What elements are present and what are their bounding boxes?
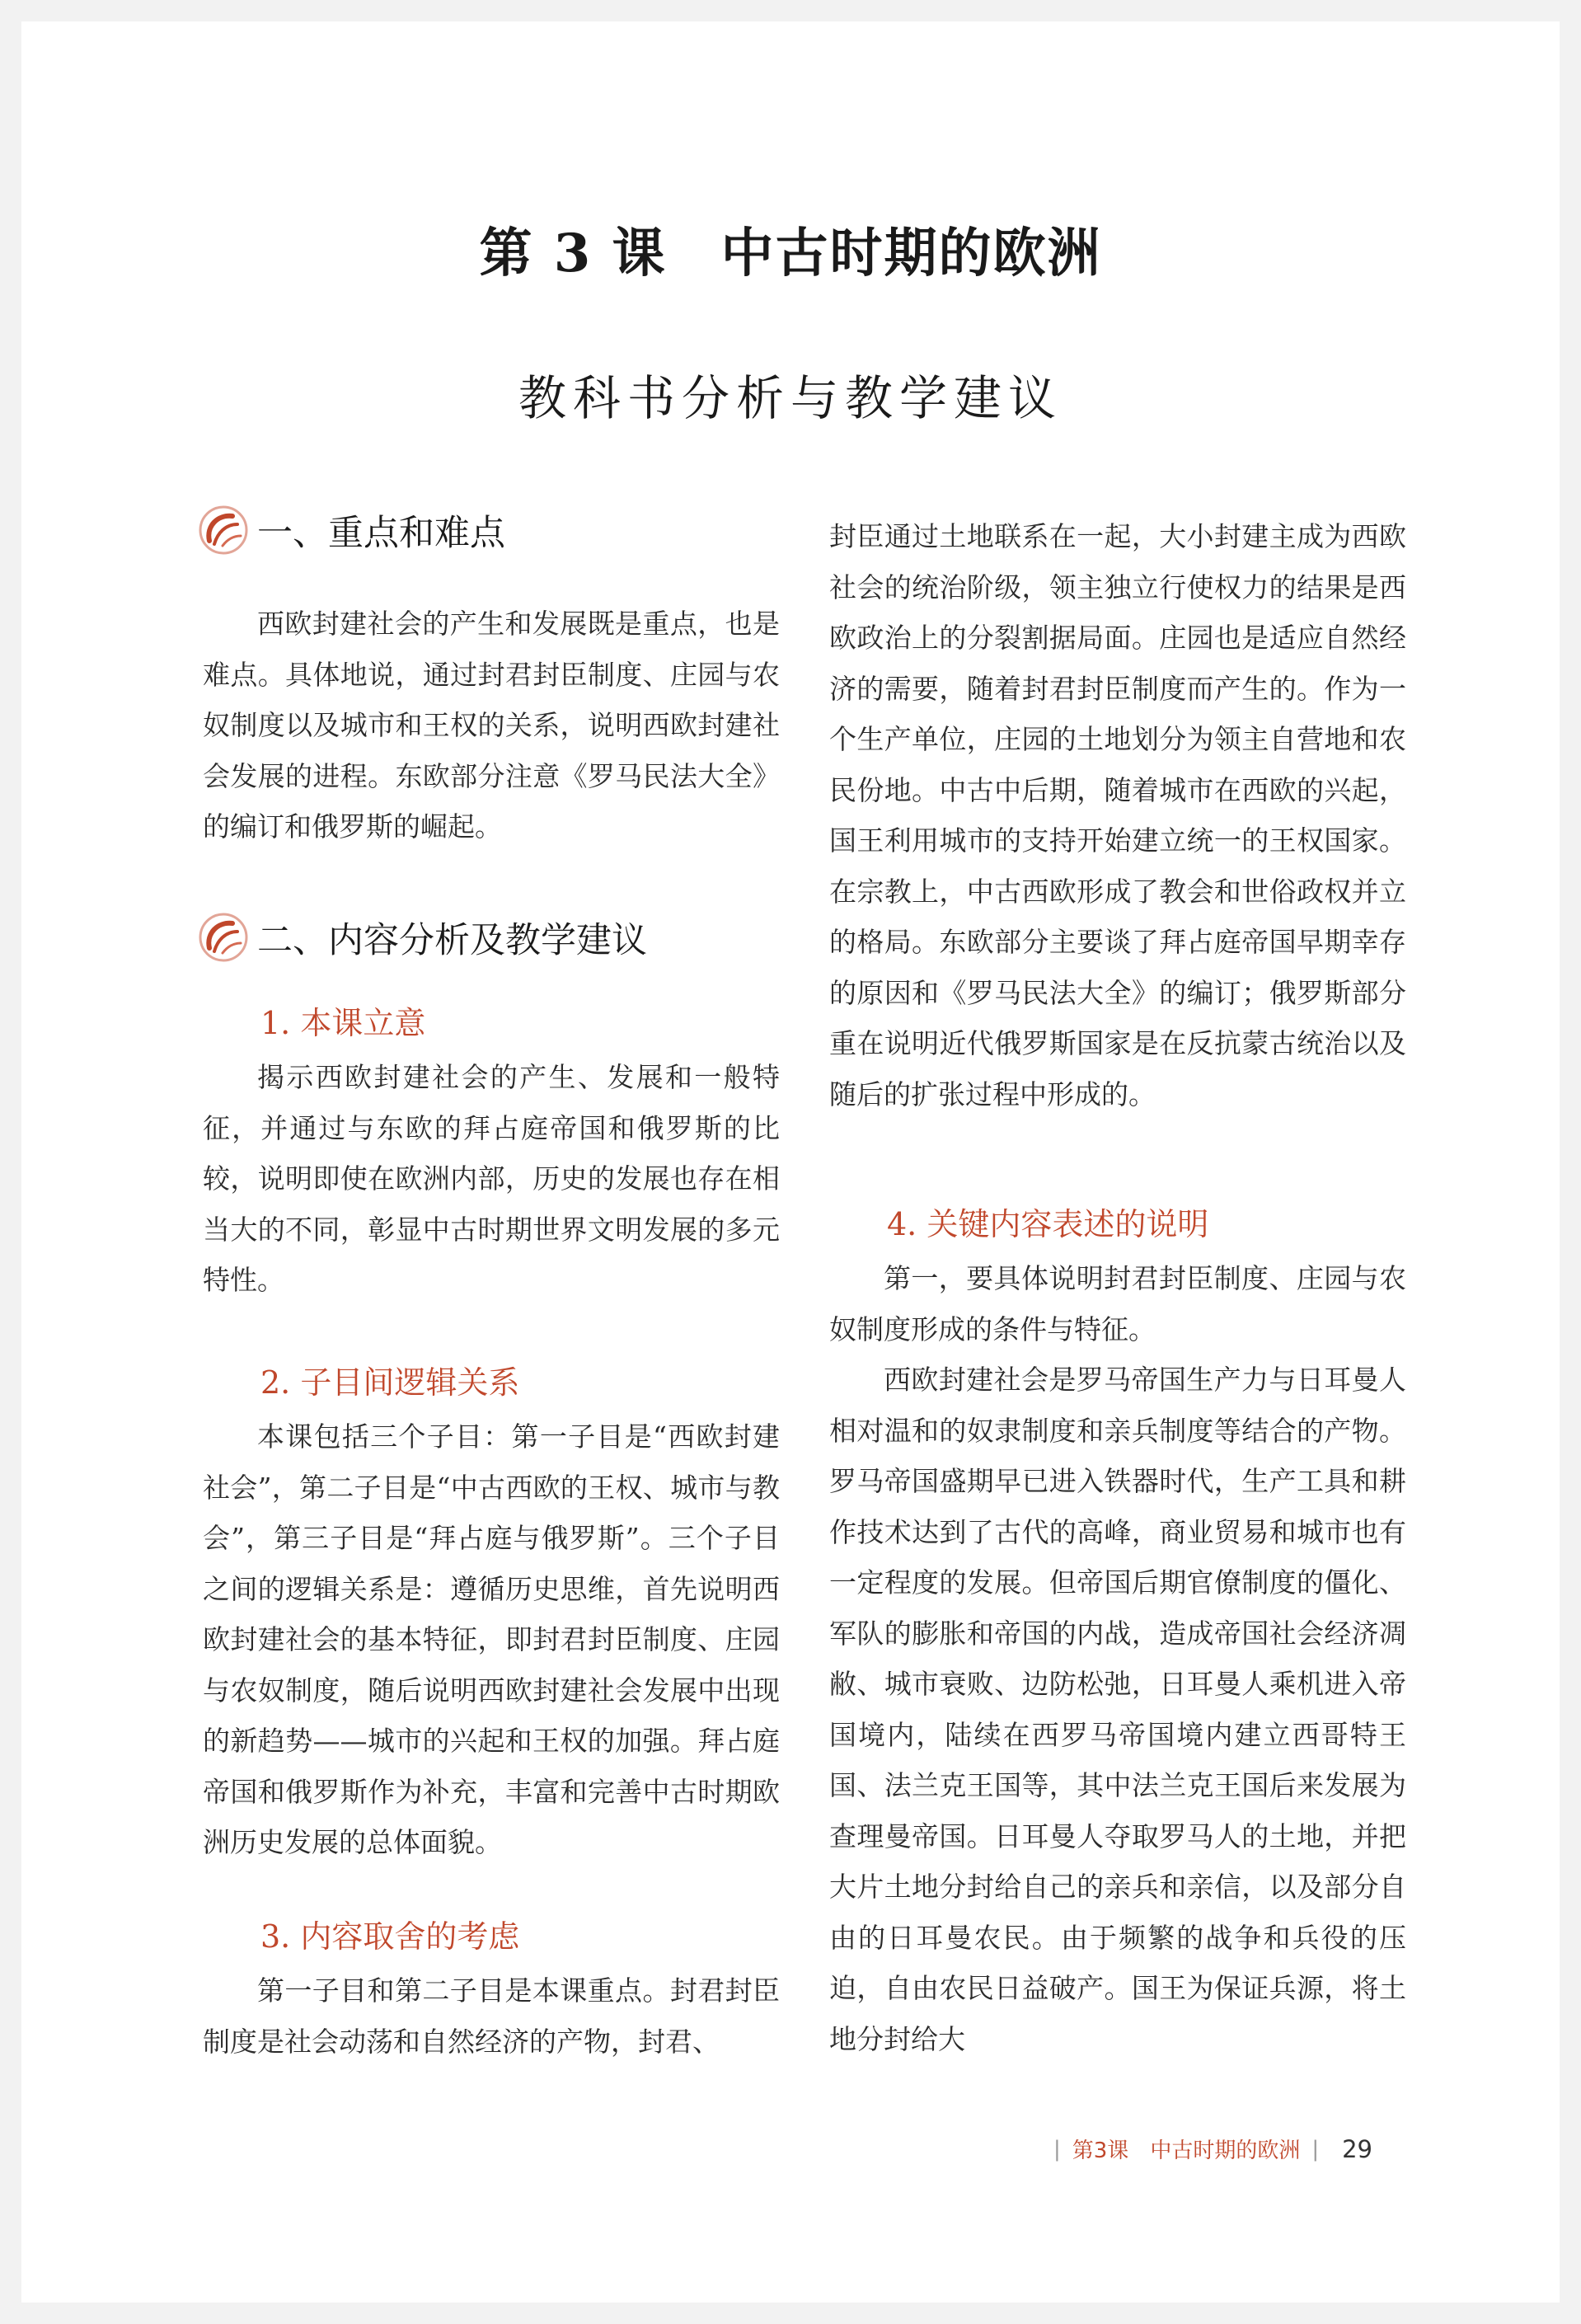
footer-divider: | — [1311, 2136, 1320, 2162]
section1-body-block — [203, 599, 780, 852]
subsection-heading-3: 3. 内容取舍的考虑 — [260, 1918, 520, 1955]
footer-divider: | — [1053, 2136, 1061, 2162]
subsection4-body-block — [829, 1253, 1406, 2064]
subsection4-paragraph-2: 西欧封建社会是罗马帝国生产力与日耳曼人相对温和的奴隶制度和亲兵制度等结合的产物。罗马帝国盛期早已进入铁器时代，生产工具和耕作技术达到了古代的高峰，商业贸易和城市也有一定程度的发展。但帝国后期官僚制度的僵化、军队的膨胀和帝国的内战，造成帝国社会经济凋敝、城市衰败、边防松弛，日耳曼人乘机进入帝国境内，陆续在西罗马帝国境内建立西哥特王国、法兰克王国等，其中法兰克王国后来发展为查理曼帝国。日耳曼人夺取罗马人的土地，并把大片土地分封给自己的亲兵和亲信，以及部分自由的日耳曼农民。由于频繁的战争和兵役的压迫，自由农民日益破产。国王为保证兵源，将土地分封给大 — [829, 1364, 1406, 2055]
subsection3-body-block — [203, 1965, 780, 2067]
page-number: 29 — [1342, 2134, 1372, 2163]
section-heading-1-label: 一、重点和难点 — [257, 512, 505, 554]
subsection3-paragraph: 第一子目和第二子目是本课重点。封君封臣制度是社会动荡和自然经济的产物，封君、 — [203, 1974, 780, 2058]
subsection2-paragraph: 本课包括三个子目：第一子目是“西欧封建社会”，第二子目是“中古西欧的王权、城市与教会”，第三子目是“拜占庭与俄罗斯”。三个子目之间的逻辑关系是：遵循历史思维，首先说明西欧封建社会的基本特征，即封君封臣制度、庄园与农奴制度，随后说明西欧封建社会发展中出现的新趋势——城市的兴起和王权的加强。拜占庭帝国和俄罗斯作为补充，丰富和完善中古时期欧洲历史发展的总体面貌。 — [203, 1420, 780, 1858]
subsection1-paragraph: 揭示西欧封建社会的产生、发展和一般特征，并通过与东欧的拜占庭帝国和俄罗斯的比较，说明即使在欧洲内部，历史的发展也存在相当大的不同，彰显中古时期世界文明发展的多元特性。 — [203, 1061, 780, 1296]
footer-lesson: 第3课 — [1072, 2139, 1129, 2163]
page-title: 第 3 课 中古时期的欧洲 — [479, 223, 1102, 284]
subsection-heading-1: 1. 本课立意 — [260, 1005, 426, 1041]
subsection-heading-4: 4. 关键内容表述的说明 — [887, 1206, 1209, 1242]
section-heading-2 — [198, 912, 647, 963]
page-footer — [1042, 2134, 1372, 2164]
continuation-paragraph: 封臣通过土地联系在一起，大小封建主成为西欧社会的统治阶级，领主独立行使权力的结果是西欧政治上的分裂割据局面。庄园也是适应自然经济的需要，随着封君封臣制度而产生的。作为一个生产单位，庄园的土地划分为领主自营地和农民份地。中古中后期，随着城市在西欧的兴起，国王利用城市的支持开始建立统一的王权国家。在宗教上，中古西欧形成了教会和世俗政权并立的格局。东欧部分主要谈了拜占庭帝国早期幸存的原因和《罗马民法大全》的编订；俄罗斯部分重在说明近代俄罗斯国家是在反抗蒙古统治以及随后的扩张过程中形成的。 — [829, 520, 1406, 1110]
section1-paragraph: 西欧封建社会的产生和发展既是重点，也是难点。具体地说，通过封君封臣制度、庄园与农奴制度以及城市和王权的关系，说明西欧封建社会发展的进程。东欧部分注意《罗马民法大全》的编订和俄罗斯的崛起。 — [203, 608, 780, 843]
swirl-icon — [198, 912, 249, 963]
page-subtitle: 教科书分析与教学建议 — [518, 370, 1063, 426]
swirl-icon — [198, 505, 249, 556]
subsection1-body-block — [203, 1052, 780, 1306]
section-heading-2-label: 二、内容分析及教学建议 — [257, 919, 647, 961]
textbook-page — [21, 21, 1560, 2303]
subsection2-body-block — [203, 1411, 780, 1868]
subsection-heading-2: 2. 子目间逻辑关系 — [260, 1364, 520, 1401]
footer-chapter: 中古时期的欧洲 — [1150, 2139, 1301, 2163]
section-heading-1 — [198, 505, 505, 556]
continuation-block — [829, 511, 1406, 1120]
subsection4-paragraph-1: 第一，要具体说明封君封臣制度、庄园与农奴制度形成的条件与特征。 — [829, 1262, 1406, 1345]
